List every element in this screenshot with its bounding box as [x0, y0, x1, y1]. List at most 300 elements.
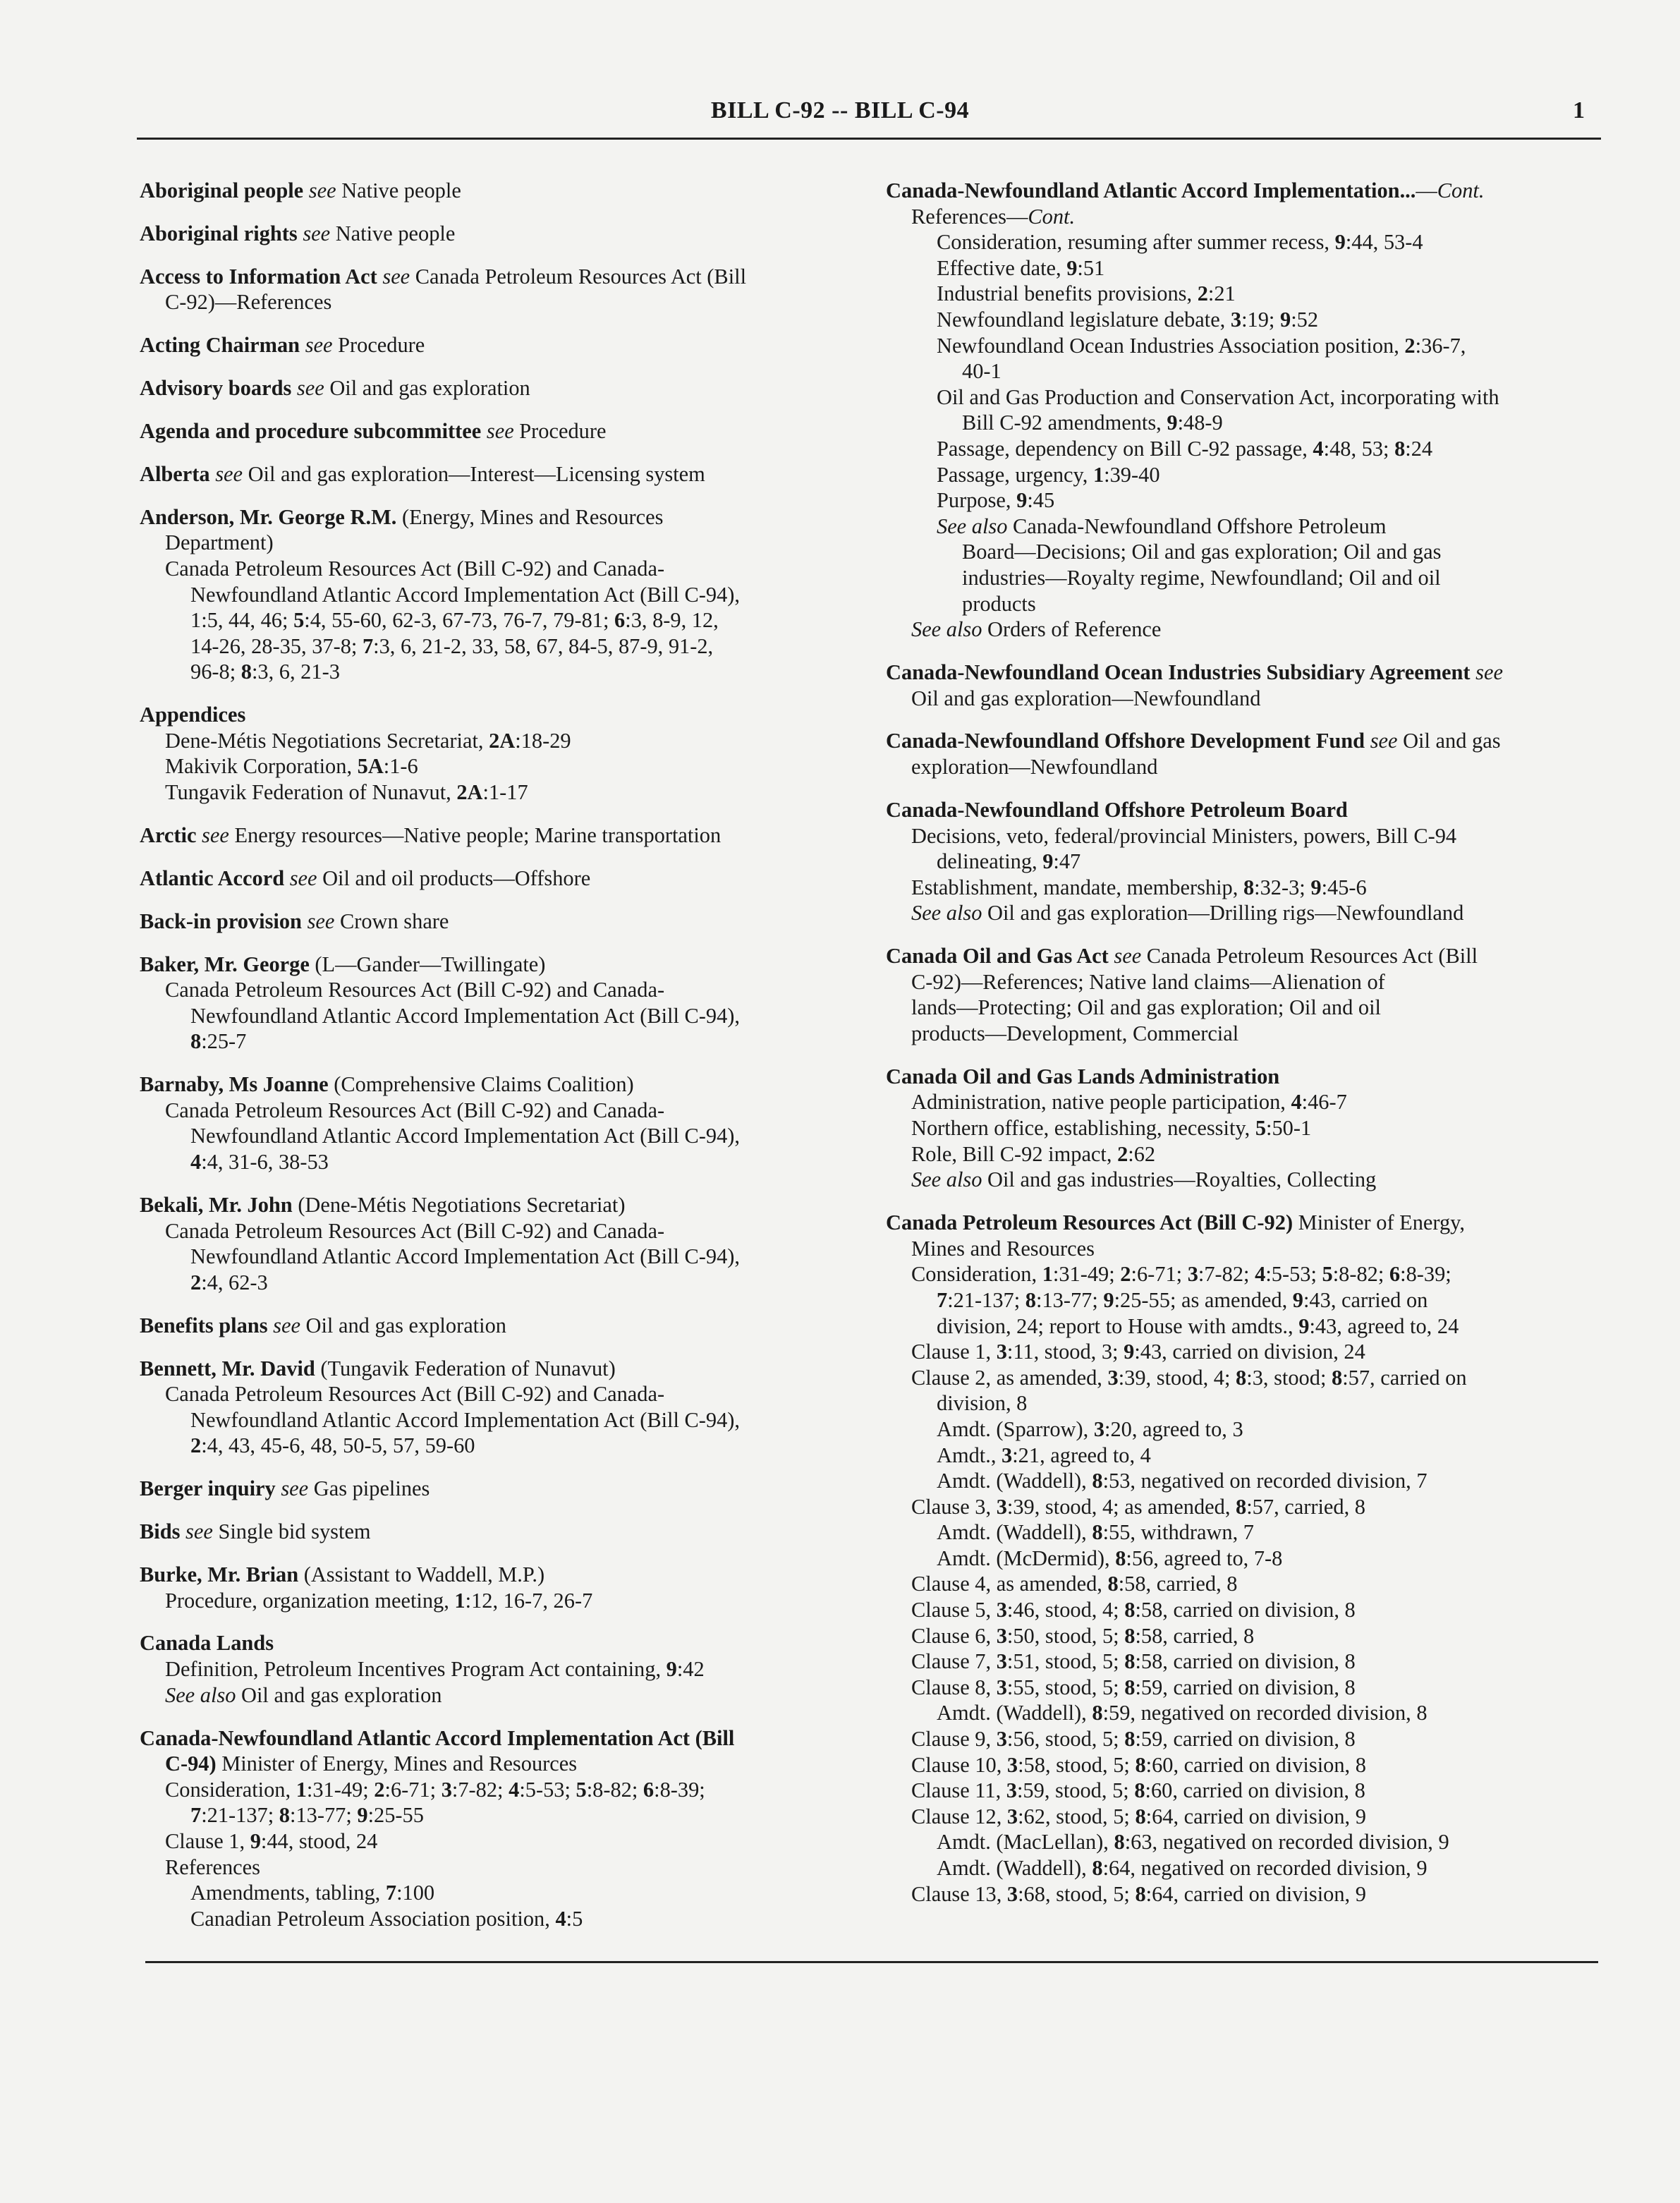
- text: Canada Petroleum Resources Act (Bill C-92) and Canada-: [165, 1218, 665, 1243]
- text: :58, carried, 8: [1135, 1623, 1255, 1648]
- text: :18-29: [515, 728, 571, 753]
- text: Canada Petroleum Resources Act (Bill C-92) and Canada-: [165, 557, 665, 581]
- bold-text: 8: [1134, 1778, 1145, 1803]
- page-header-title: BILL C-92 -- BILL C-94: [710, 97, 970, 123]
- text: Oil and gas exploration—Drilling rigs—Newfoundland: [982, 901, 1464, 925]
- index-entry: [140, 418, 845, 444]
- text: Northern office, establishing, necessity,: [911, 1116, 1255, 1141]
- index-subentry-line: [886, 514, 1598, 540]
- bold-text: Bennett, Mr. David: [140, 1356, 315, 1380]
- text: :59, carried on division, 8: [1135, 1675, 1356, 1699]
- index-entry: [886, 178, 1598, 643]
- index-subentry-line: [140, 728, 845, 754]
- text: :8-39;: [654, 1777, 705, 1802]
- bold-text: Arctic: [140, 823, 197, 847]
- text: delineating,: [937, 849, 1043, 874]
- index-subentry-line: [886, 1089, 1598, 1115]
- text: :62, stood, 5;: [1018, 1804, 1136, 1828]
- index-subentry-line: [140, 582, 845, 608]
- text: Crown share: [334, 909, 449, 933]
- index-heading-line: [140, 264, 845, 290]
- text: :58, carried, 8: [1118, 1572, 1238, 1596]
- text: :5-53;: [519, 1777, 576, 1802]
- bold-text: 8: [1124, 1675, 1136, 1699]
- text: :56, stood, 5;: [1006, 1727, 1125, 1752]
- bold-text: 3: [1093, 1416, 1105, 1441]
- bold-text: 5: [1255, 1116, 1267, 1141]
- italic-text: see: [300, 333, 333, 358]
- text: :32-3;: [1254, 875, 1311, 899]
- text: products—Development, Commercial: [911, 1021, 1239, 1045]
- bold-text: 5: [293, 608, 305, 633]
- text: 1:5, 44, 46;: [190, 608, 294, 633]
- page-number: 1: [1573, 97, 1585, 123]
- text: :68, stood, 5;: [1018, 1881, 1136, 1906]
- bold-text: 8: [1124, 1727, 1136, 1752]
- text: Oil and gas exploration—Interest—Licensing system: [243, 461, 705, 486]
- index-subentry-line: [886, 487, 1598, 514]
- text: :4, 55-60, 62-3, 67-73, 76-7, 79-81;: [304, 608, 615, 633]
- index-entry: [140, 1356, 845, 1459]
- text: :21: [1207, 281, 1236, 306]
- right-column: [886, 178, 1598, 1924]
- index-subentry-line: [886, 204, 1598, 230]
- bold-text: Burke, Mr. Brian: [140, 1562, 299, 1586]
- index-subentry-line: [886, 1571, 1598, 1597]
- text: :24: [1405, 436, 1433, 461]
- index-heading-line: [886, 1210, 1598, 1236]
- index-entry: [140, 952, 845, 1055]
- index-subentry-line: [886, 1726, 1598, 1752]
- text: :52: [1291, 307, 1319, 332]
- text: :21-137;: [947, 1287, 1025, 1312]
- bold-text: 5: [1322, 1262, 1333, 1287]
- index-subentry-line: [886, 410, 1598, 436]
- index-subentry-line: [886, 1339, 1598, 1365]
- text: Department): [165, 530, 274, 555]
- text: :53, negatived on recorded division, 7: [1102, 1469, 1428, 1493]
- text: exploration—Newfoundland: [911, 755, 1158, 779]
- text: :44, stood, 24: [260, 1828, 378, 1853]
- text: industries—Royalty regime, Newfoundland; Oil and oil: [962, 565, 1441, 590]
- index-heading-line: [886, 178, 1598, 204]
- index-entry: [140, 1562, 845, 1613]
- index-subentry-line: [140, 1218, 845, 1244]
- text: Amdt. (Waddell),: [937, 1856, 1092, 1880]
- text: :60, carried on division, 8: [1145, 1752, 1366, 1777]
- index-subentry-line: [140, 1381, 845, 1407]
- text: Oil and gas exploration: [324, 376, 530, 401]
- text: :59, stood, 5;: [1016, 1778, 1135, 1803]
- index-subentry-line: [886, 1881, 1598, 1907]
- index-subentry-line: [886, 823, 1598, 849]
- index-subentry-line: [140, 607, 845, 633]
- index-subentry-line: [886, 1443, 1598, 1469]
- text: Consideration,: [165, 1777, 296, 1802]
- bold-text: Baker, Mr. George: [140, 952, 310, 976]
- text: Oil and oil products—Offshore: [317, 866, 591, 890]
- bold-text: Aboriginal rights: [140, 221, 298, 245]
- bold-text: 1: [1042, 1262, 1053, 1287]
- text: :25-7: [201, 1029, 247, 1054]
- index-subentry-line: [886, 1167, 1598, 1193]
- text: Clause 6,: [911, 1623, 997, 1648]
- bold-text: 8: [1331, 1365, 1343, 1390]
- text: :51: [1077, 255, 1105, 280]
- index-subentry-line: [140, 1028, 845, 1055]
- bold-text: C-94): [165, 1752, 217, 1776]
- text: Canada Petroleum Resources Act (Bill C-92) and Canada-: [165, 978, 665, 1002]
- text: (Energy, Mines and Resources: [396, 504, 664, 529]
- text: :3, 8-9, 12,: [625, 608, 719, 633]
- index-subentry-line: [886, 969, 1598, 995]
- bold-text: 3: [996, 1649, 1007, 1674]
- text: Clause 7,: [911, 1649, 997, 1674]
- index-subentry-line: [886, 591, 1598, 617]
- bold-text: 3: [1187, 1262, 1198, 1287]
- bold-text: Alberta: [140, 461, 210, 486]
- italic-text: see: [303, 178, 336, 202]
- text: Oil and gas exploration—Newfoundland: [911, 686, 1261, 710]
- bold-text: 1: [296, 1777, 307, 1802]
- bold-text: 4: [1291, 1090, 1302, 1115]
- text: :5: [566, 1906, 583, 1931]
- text: :31-49;: [1052, 1262, 1121, 1287]
- bold-text: 8: [1107, 1572, 1119, 1596]
- bold-text: 8: [1243, 875, 1255, 899]
- index-subentry-line: [886, 1416, 1598, 1443]
- index-subentry-line: [140, 530, 845, 556]
- index-subentry-line: [140, 1656, 845, 1682]
- text: :47: [1053, 849, 1081, 874]
- text: Passage, dependency on Bill C-92 passage,: [937, 436, 1313, 461]
- bold-text: 9: [1298, 1313, 1310, 1338]
- italic-text: see: [1470, 660, 1503, 684]
- text: :48-9: [1177, 411, 1223, 435]
- italic-text: See also: [911, 901, 982, 925]
- bold-text: 3: [1006, 1881, 1018, 1906]
- footer-rule: [145, 1961, 1598, 1963]
- italic-text: see: [481, 419, 514, 444]
- bold-text: 8: [1394, 436, 1406, 461]
- text: :39, stood, 4;: [1118, 1365, 1236, 1390]
- index-entry: [886, 943, 1598, 1046]
- bold-text: 3: [996, 1340, 1007, 1364]
- index-subentry-line: [886, 1546, 1598, 1572]
- text: :25-55: [367, 1803, 424, 1828]
- index-subentry-line: [886, 255, 1598, 281]
- bold-text: Benefits plans: [140, 1313, 268, 1337]
- italic-text: See also: [937, 514, 1008, 538]
- italic-text: See also: [911, 1167, 982, 1192]
- index-heading-line: [140, 178, 845, 204]
- italic-text: See also: [165, 1682, 236, 1707]
- text: C-92)—References; Native land claims—Alienation of: [911, 969, 1385, 994]
- text: :58, carried on division, 8: [1135, 1649, 1356, 1674]
- bold-text: Barnaby, Ms Joanne: [140, 1072, 329, 1097]
- index-entry: [140, 1725, 845, 1932]
- index-subentry-line: [140, 1777, 845, 1803]
- bold-text: 9: [1124, 1340, 1135, 1364]
- index-entry: [140, 1519, 845, 1545]
- text: Amendments, tabling,: [190, 1881, 386, 1905]
- text: —: [1416, 178, 1437, 202]
- bold-text: 9: [1279, 307, 1291, 332]
- text: Role, Bill C-92 impact,: [911, 1141, 1118, 1166]
- index-heading-line: [140, 702, 845, 728]
- text: Canada Petroleum Resources Act (Bill: [410, 264, 747, 289]
- text: :58, carried on division, 8: [1135, 1598, 1356, 1622]
- bold-text: Anderson, Mr. George R.M.: [140, 504, 397, 529]
- index-entry: [140, 823, 845, 849]
- text: Effective date,: [937, 255, 1067, 280]
- index-entry: [886, 797, 1598, 926]
- index-subentry-line: [886, 1519, 1598, 1546]
- bold-text: 3: [1002, 1443, 1013, 1467]
- bold-text: 3: [1006, 1804, 1018, 1828]
- header-rule: [137, 138, 1601, 140]
- index-subentry-line: [886, 1649, 1598, 1675]
- bold-text: 7: [190, 1803, 202, 1828]
- bold-text: 6: [1389, 1262, 1401, 1287]
- bold-text: 2A: [456, 780, 483, 805]
- bold-text: Canada-Newfoundland Atlantic Accord Implementation Act (Bill: [140, 1725, 735, 1750]
- index-subentry-line: [140, 1433, 845, 1459]
- index-subentry-line: [886, 617, 1598, 643]
- index-entry: [140, 264, 845, 315]
- text: Amdt. (MacLellan),: [937, 1830, 1114, 1855]
- index-subentry-line: [140, 556, 845, 582]
- index-heading-line: [140, 1725, 845, 1752]
- bold-text: 7: [385, 1881, 397, 1905]
- index-heading-line: [140, 866, 845, 892]
- bold-text: 8: [1135, 1752, 1146, 1777]
- index-subentry-line: [886, 1141, 1598, 1167]
- index-subentry-line: [886, 1365, 1598, 1391]
- bold-text: 9: [666, 1657, 677, 1682]
- index-subentry-line: [886, 1261, 1598, 1287]
- bold-text: 6: [643, 1777, 655, 1802]
- text: :50, stood, 5;: [1006, 1623, 1125, 1648]
- index-entry: [140, 504, 845, 685]
- text: :1-6: [383, 754, 418, 779]
- text: division, 24; report to House with amdts.,: [937, 1313, 1299, 1338]
- text: Energy resources—Native people; Marine transportation: [229, 823, 722, 847]
- text: Mines and Resources: [911, 1236, 1095, 1261]
- index-subentry-line: [140, 977, 845, 1003]
- bold-text: 6: [614, 608, 626, 633]
- index-subentry-line: [886, 358, 1598, 384]
- bold-text: 9: [1167, 411, 1178, 435]
- index-heading-line: [140, 1562, 845, 1588]
- bold-text: 8: [1124, 1649, 1136, 1674]
- text: Clause 12,: [911, 1804, 1007, 1828]
- bold-text: 9: [1310, 875, 1322, 899]
- bold-text: 5: [576, 1777, 587, 1802]
- bold-text: Canada-Newfoundland Ocean Industries Subsidiary Agreement: [886, 660, 1471, 684]
- text: :42: [676, 1657, 705, 1682]
- text: :1-17: [482, 780, 528, 805]
- text: Amdt. (Waddell),: [937, 1520, 1092, 1545]
- italic-text: see: [291, 376, 324, 401]
- text: :63, negatived on recorded division, 9: [1124, 1830, 1449, 1855]
- bold-text: 2: [1117, 1141, 1128, 1166]
- text: Clause 3,: [911, 1494, 997, 1519]
- index-entry: [886, 1064, 1598, 1193]
- index-subentry-line: [886, 1804, 1598, 1830]
- index-entry: [140, 1476, 845, 1502]
- text: :55, stood, 5;: [1006, 1675, 1125, 1699]
- text: Oil and gas: [1397, 729, 1501, 753]
- text: :43, carried on division, 24: [1134, 1340, 1365, 1364]
- text: Canada Petroleum Resources Act (Bill C-92) and Canada-: [165, 1098, 665, 1122]
- bold-text: Atlantic Accord: [140, 866, 285, 890]
- text: :8-39;: [1400, 1262, 1451, 1287]
- text: :43, agreed to, 24: [1309, 1313, 1459, 1338]
- index-subentry-line: [140, 1802, 845, 1828]
- index-subentry-line: [886, 333, 1598, 359]
- text: Amdt.,: [937, 1443, 1002, 1467]
- text: :46, stood, 4;: [1006, 1598, 1125, 1622]
- index-heading-line: [140, 1630, 845, 1656]
- index-subentry-line: [140, 1270, 845, 1296]
- italic-text: Cont.: [1437, 178, 1485, 202]
- bold-text: 9: [1103, 1287, 1114, 1312]
- text: Oil and gas exploration: [236, 1682, 442, 1707]
- text: Newfoundland Ocean Industries Association position,: [937, 333, 1405, 358]
- text: :59, carried on division, 8: [1135, 1727, 1356, 1752]
- bold-text: 8: [241, 660, 252, 684]
- text: :21-137;: [201, 1803, 279, 1828]
- index-subentry-line: [886, 1855, 1598, 1881]
- index-subentry-line: [140, 1407, 845, 1433]
- bold-text: Bids: [140, 1519, 181, 1544]
- index-entry: [140, 702, 845, 805]
- text: :44, 53-4: [1345, 230, 1423, 255]
- text: Bill C-92 amendments,: [962, 411, 1167, 435]
- index-subentry-line: [140, 753, 845, 779]
- text: Newfoundland Atlantic Accord Implementation Act (Bill C-94),: [190, 1407, 741, 1432]
- bold-text: 2: [1197, 281, 1208, 306]
- index-subentry-line: [886, 754, 1598, 780]
- bold-text: Bekali, Mr. John: [140, 1192, 293, 1217]
- bold-text: 3: [996, 1598, 1007, 1622]
- text: :64, carried on division, 9: [1145, 1881, 1366, 1906]
- left-column: [140, 178, 845, 1949]
- bold-text: Canada Oil and Gas Act: [886, 944, 1109, 969]
- text: Consideration,: [911, 1262, 1042, 1287]
- bold-text: Canada Petroleum Resources Act (Bill C-92): [886, 1210, 1294, 1235]
- text: Procedure: [513, 419, 607, 444]
- text: Newfoundland Atlantic Accord Implementation Act (Bill C-94),: [190, 1244, 741, 1269]
- text: lands—Protecting; Oil and gas exploration; Oil and oil: [911, 995, 1381, 1020]
- index-heading-line: [140, 375, 845, 401]
- text: :6-71;: [384, 1777, 442, 1802]
- index-subentry-line: [140, 1906, 845, 1932]
- text: Amdt. (Sparrow),: [937, 1416, 1094, 1441]
- text: References—: [911, 204, 1028, 229]
- index-entry: [886, 660, 1598, 711]
- bold-text: 7: [937, 1287, 948, 1312]
- index-subentry-line: [886, 686, 1598, 712]
- text: Establishment, mandate, membership,: [911, 875, 1243, 899]
- italic-text: see: [180, 1519, 213, 1544]
- index-entry: [140, 1072, 845, 1175]
- bold-text: 9: [1334, 230, 1346, 255]
- index-subentry-line: [886, 436, 1598, 462]
- bold-text: 3: [996, 1623, 1007, 1648]
- text: Consideration, resuming after summer recess,: [937, 230, 1335, 255]
- text: (L—Gander—Twillingate): [309, 952, 546, 976]
- index-heading-line: [140, 1072, 845, 1098]
- index-heading-line: [140, 1356, 845, 1382]
- text: Clause 8,: [911, 1675, 997, 1699]
- bold-text: 8: [1092, 1856, 1103, 1880]
- text: Procedure: [332, 333, 425, 358]
- index-subentry-line: [140, 1003, 845, 1029]
- text: (Comprehensive Claims Coalition): [328, 1072, 634, 1097]
- text: Industrial benefits provisions,: [937, 281, 1198, 306]
- text: :3, stood;: [1246, 1365, 1332, 1390]
- text: :3, 6, 21-2, 33, 58, 67, 84-5, 87-9, 91-2,: [373, 633, 714, 658]
- bold-text: 3: [1006, 1752, 1018, 1777]
- index-subentry-line: [886, 307, 1598, 333]
- text: Gas pipelines: [308, 1476, 430, 1501]
- text: :25-55; as amended,: [1114, 1287, 1293, 1312]
- index-subentry-line: [140, 1588, 845, 1614]
- text: Newfoundland legislature debate,: [937, 307, 1231, 332]
- index-subentry-line: [886, 1313, 1598, 1340]
- index-subentry-line: [886, 1829, 1598, 1855]
- text: Clause 11,: [911, 1778, 1006, 1803]
- text: :59, negatived on recorded division, 8: [1102, 1701, 1428, 1725]
- text: :55, withdrawn, 7: [1102, 1520, 1254, 1545]
- text: Clause 2, as amended,: [911, 1365, 1108, 1390]
- text: :48, 53;: [1323, 436, 1395, 461]
- bold-text: 9: [250, 1828, 261, 1853]
- italic-text: See also: [911, 617, 982, 642]
- bold-text: 1: [1092, 462, 1104, 487]
- text: :51, stood, 5;: [1006, 1649, 1125, 1674]
- bold-text: 8: [1124, 1623, 1136, 1648]
- bold-text: 9: [1066, 255, 1078, 280]
- bold-text: 4: [190, 1150, 202, 1175]
- text: :8-82;: [586, 1777, 643, 1802]
- index-entry: [140, 332, 845, 358]
- index-heading-line: [140, 1192, 845, 1218]
- text: 40-1: [962, 359, 1002, 384]
- index-subentry-line: [140, 1123, 845, 1149]
- index-subentry-line: [886, 1468, 1598, 1494]
- text: 96-8;: [190, 660, 241, 684]
- index-subentry-line: [886, 1675, 1598, 1701]
- index-entry: [140, 375, 845, 401]
- index-heading-line: [140, 909, 845, 935]
- index-subentry-line: [140, 1855, 845, 1881]
- text: Newfoundland Atlantic Accord Implementation Act (Bill C-94),: [190, 1003, 741, 1028]
- bold-text: 2: [374, 1777, 385, 1802]
- text: :11, stood, 3;: [1006, 1340, 1124, 1364]
- bold-text: Advisory boards: [140, 376, 292, 401]
- index-entry: [140, 909, 845, 935]
- bold-text: 3: [996, 1675, 1007, 1699]
- text: Makivik Corporation,: [165, 754, 358, 779]
- index-entry: [886, 728, 1598, 779]
- text: Oil and gas industries—Royalties, Collecting: [982, 1167, 1377, 1192]
- text: Passage, urgency,: [937, 462, 1093, 487]
- index-subentry-line: [886, 1287, 1598, 1313]
- text: Oil and Gas Production and Conservation Act, incorporating with: [937, 384, 1499, 409]
